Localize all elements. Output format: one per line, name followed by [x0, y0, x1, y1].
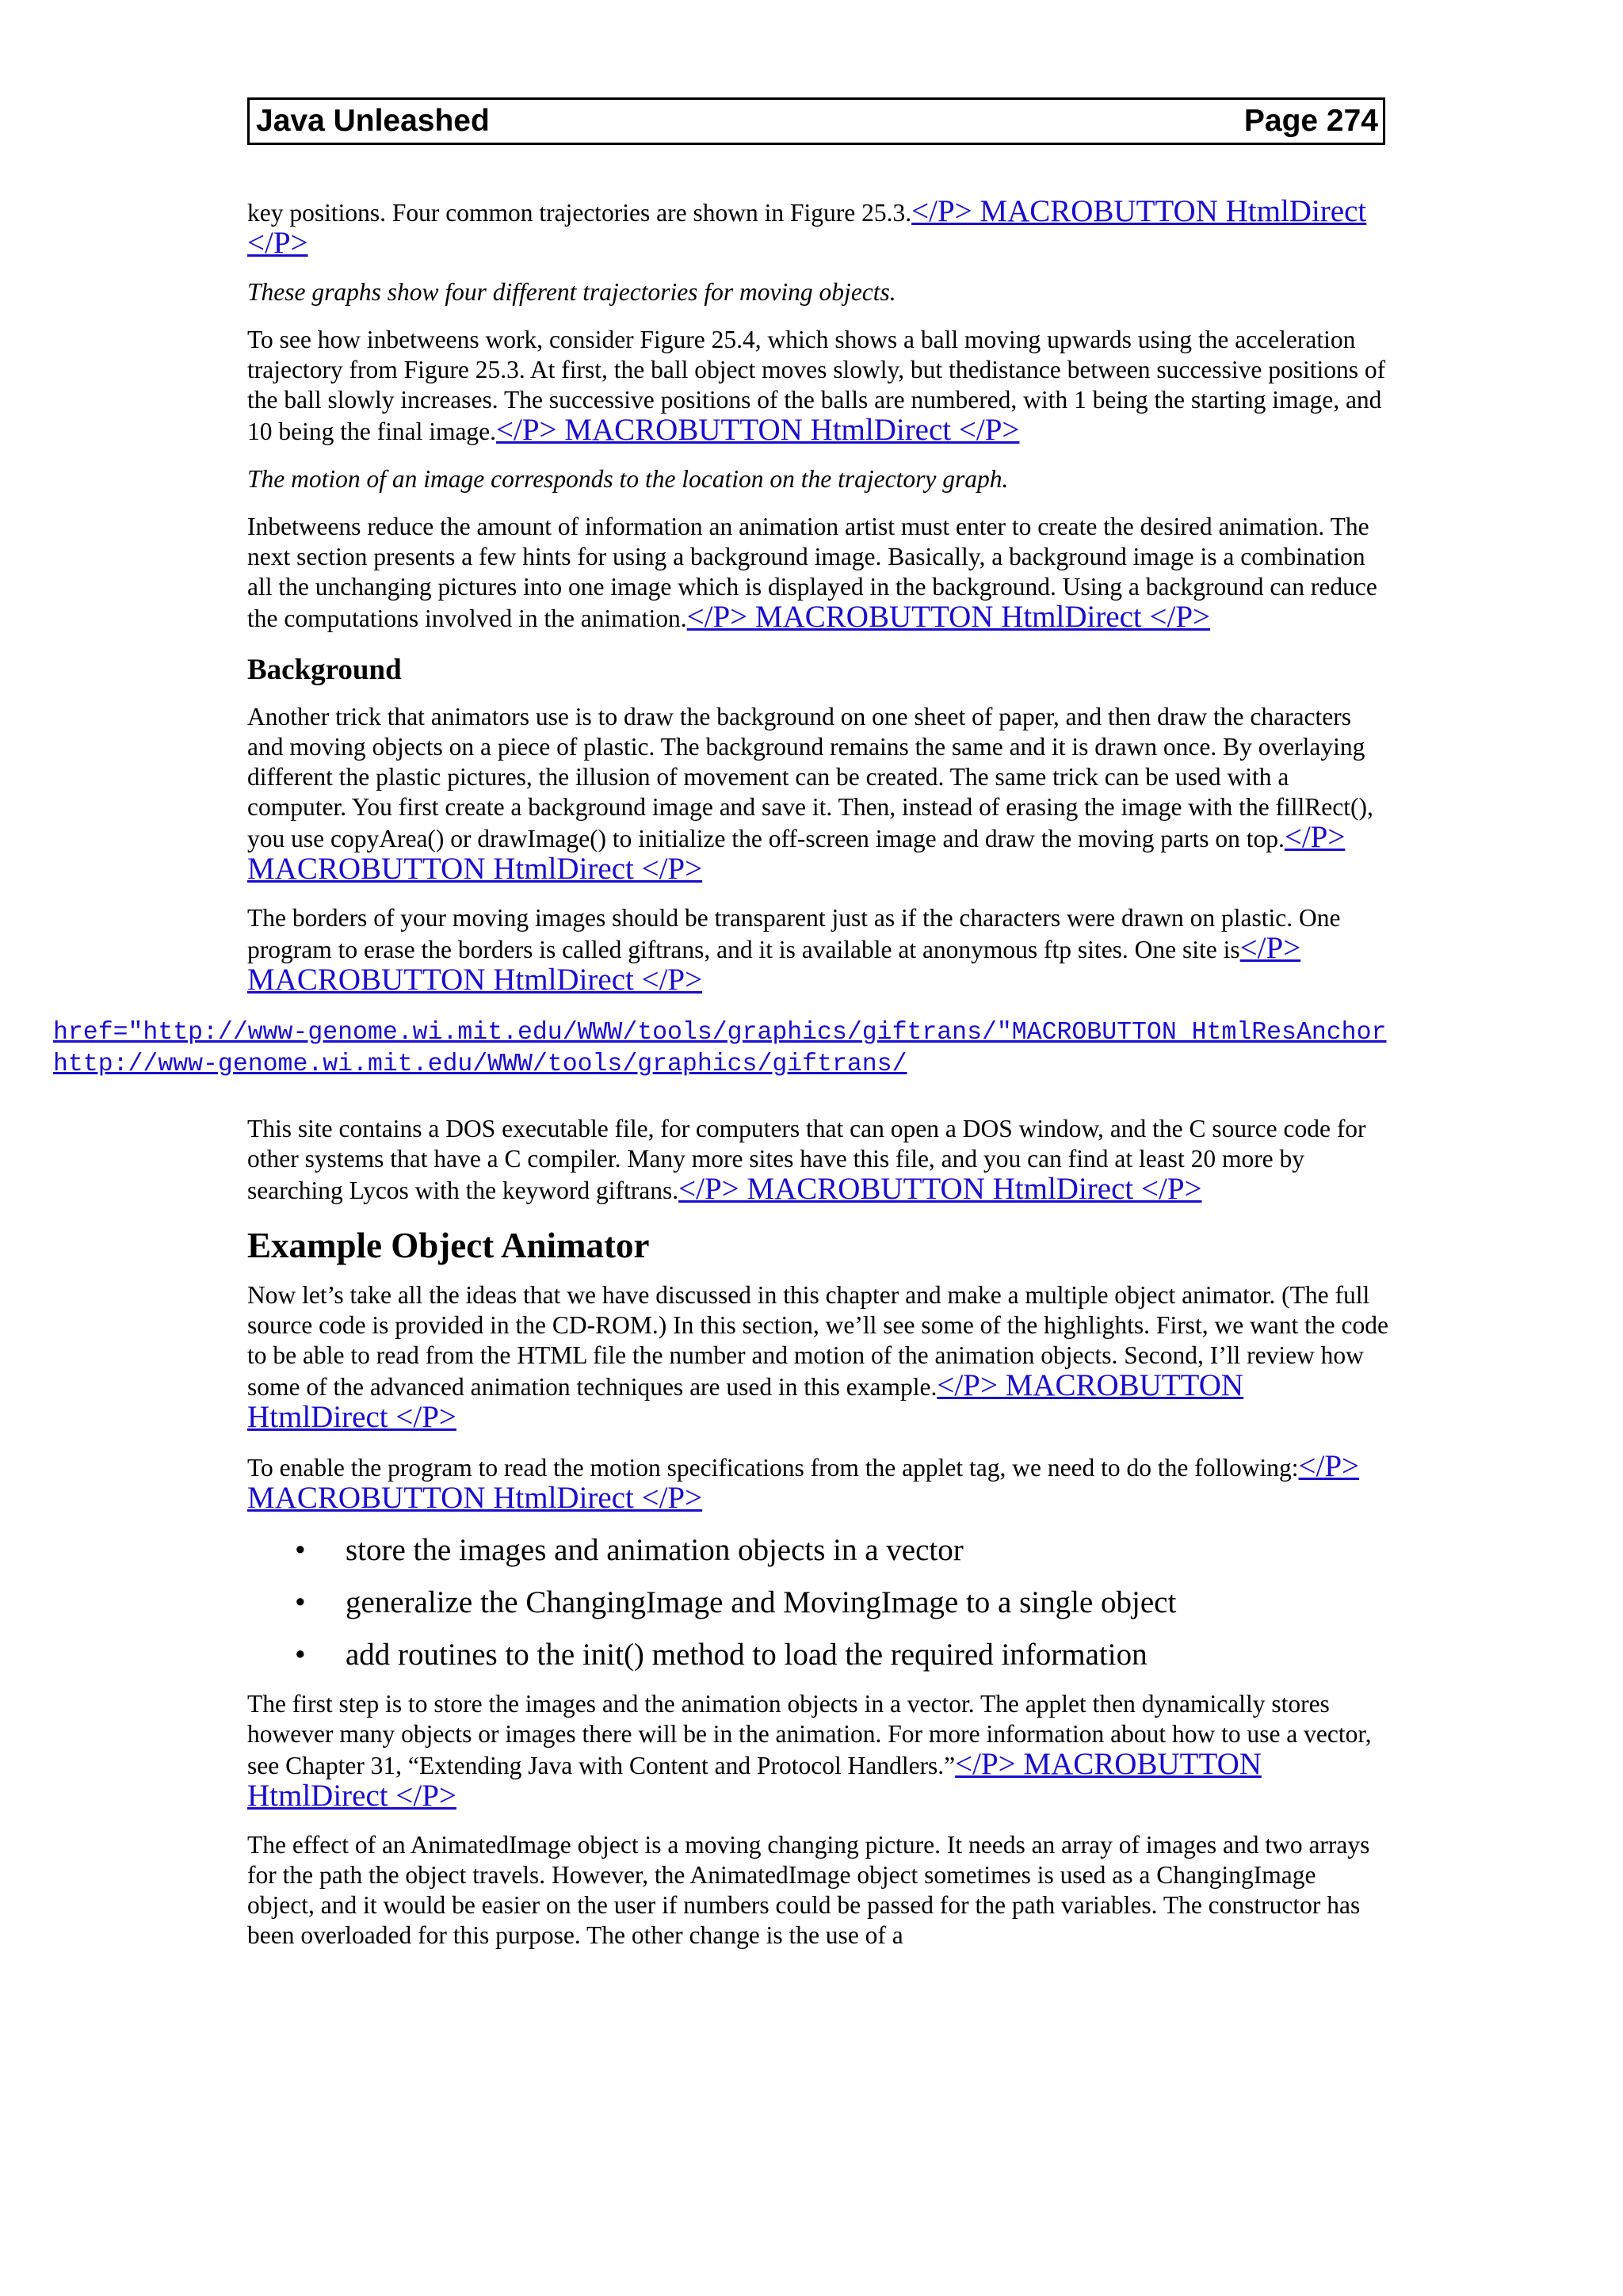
paragraph-2: To see how inbetweens work, consider Figure 25.4, which shows a ball moving upwards using the acceleration trajectory from Figure 25.3. At first, the ball object moves slowly, but thedistance between successive positions of the ball slowly increases. The successive positions of the balls are numbered, with 1 being the starting image, and 10 being the final image.</P> MACROBUTTON HtmlDirect </P>	[247, 326, 1386, 447]
macrobutton-link[interactable]: </P> MACROBUTTON HtmlDirect </P>	[247, 931, 1301, 997]
url-anchor-line[interactable]: href="http://www-genome.wi.mit.edu/WWW/tools/graphics/giftrans/"MACROBUTTON HtmlResAnchor	[53, 1019, 1387, 1047]
heading-example-object-animator: Example Object Animator	[247, 1226, 650, 1265]
macrobutton-link[interactable]: </P> MACROBUTTON HtmlDirect </P>	[247, 1747, 1262, 1813]
figure-caption-25-4: The motion of an image corresponds to the location on the trajectory graph.	[247, 465, 1009, 493]
macrobutton-link[interactable]: </P> MACROBUTTON HtmlDirect </P>	[247, 194, 1367, 260]
book-title: Java Unleashed	[256, 104, 490, 138]
paragraph-7: Now let’s take all the ideas that we have discussed in this chapter and make a multiple object animator. (The full source code is provided in the CD-ROM.) In this section, we’ll see some of the highlights. First, we want the code to be able to read from the HTML file the number and motion of the animation objects. Second, I’ll review how some of the advanced animation techniques are used in this example.</P> MACROBUTTON HtmlDirect </P>	[247, 1281, 1388, 1434]
macrobutton-link[interactable]: </P> MACROBUTTON HtmlDirect </P>	[686, 600, 1211, 634]
url-link-line[interactable]: http://www-genome.wi.mit.edu/WWW/tools/graphics/giftrans/	[53, 1051, 907, 1078]
paragraph-4: Another trick that animators use is to draw the background on one sheet of paper, and then draw the characters and moving objects on a piece of plastic. The background remains the same and it is drawn once. By overlaying different the plastic pictures, the illusion of movement can be created. The same trick can be used with a computer. You first create a background image and save it. Then, instead of erasing the image with the fillRect(), you use copyArea() or drawImage() to initialize the off-screen image and draw the moving parts on top.</P> MACROBUTTON HtmlDirect </P>	[247, 703, 1373, 886]
paragraph-5: The borders of your moving images should be transparent just as if the characters were drawn on plastic. One program to erase the borders is called giftrans, and it is available at anonymous ftp sites. One site is</P> MACROBUTTON HtmlDirect </P>	[247, 904, 1341, 997]
paragraph-6: This site contains a DOS executable file, for computers that can open a DOS window, and the C source code for other systems that have a C compiler. Many more sites have this file, and you can find at least 20 more by searching Lycos with the keyword giftrans.</P> MACROBUTTON HtmlDirect </P>	[247, 1115, 1366, 1206]
giftrans-url-block[interactable]	[53, 1017, 1623, 1081]
macrobutton-link[interactable]: </P> MACROBUTTON HtmlDirect </P>	[678, 1172, 1202, 1206]
paragraph-1: key positions. Four common trajectories are shown in Figure 25.3.</P> MACROBUTTON HtmlDirect </P>	[247, 194, 1367, 260]
page-content	[53, 194, 1388, 1968]
bullet-icon: •	[295, 1533, 306, 1567]
paragraph-3: Inbetweens reduce the amount of information an animation artist must enter to create the desired animation. The next section presents a few hints for using a background image. Basically, a background image is a combination all the unchanging pictures into one image which is displayed in the background. Using a background can reduce the computations involved in the animation.</P> MACROBUTTON HtmlDirect </P>	[247, 513, 1377, 634]
bullet-icon: •	[295, 1638, 306, 1672]
macrobutton-link[interactable]: </P> MACROBUTTON HtmlDirect </P>	[247, 820, 1346, 886]
bullet-list	[247, 1532, 1388, 1673]
list-item: • generalize the ChangingImage and MovingImage to a single object	[295, 1585, 1177, 1619]
paragraph-8: To enable the program to read the motion specifications from the applet tag, we need to do the following:</P> MACROBUTTON HtmlDirect </P>	[247, 1449, 1360, 1515]
list-item: • add routines to the init() method to load the required information	[295, 1638, 1148, 1672]
paragraph-9: The first step is to store the images and the animation objects in a vector. The applet then dynamically stores however many objects or images there will be in the animation. For more information about how to use a vector, see Chapter 31, “Extending Java with Content and Protocol Handlers.”</P> MACROBUTTON HtmlDirect </P>	[247, 1690, 1372, 1813]
macrobutton-link[interactable]: </P> MACROBUTTON HtmlDirect </P>	[247, 1368, 1244, 1434]
page-header	[247, 97, 1385, 145]
paragraph-10: The effect of an AnimatedImage object is a moving changing picture. It needs an array of images and two arrays for the path the object travels. However, the AnimatedImage object sometimes is used as a ChangingImage object, and it would be easier on the user if numbers could be passed for the path variables. The constructor has been overloaded for this purpose. The other change is the use of a	[247, 1831, 1370, 1949]
list-item: • store the images and animation objects in a vector	[295, 1533, 964, 1567]
page-number: Page 274	[1243, 104, 1378, 138]
macrobutton-link[interactable]: </P> MACROBUTTON HtmlDirect </P>	[496, 413, 1020, 447]
heading-background: Background	[247, 654, 402, 686]
figure-caption-25-3: These graphs show four different trajectories for moving objects.	[247, 278, 896, 306]
bullet-icon: •	[295, 1585, 306, 1619]
macrobutton-link[interactable]: </P> MACROBUTTON HtmlDirect </P>	[247, 1449, 1360, 1515]
